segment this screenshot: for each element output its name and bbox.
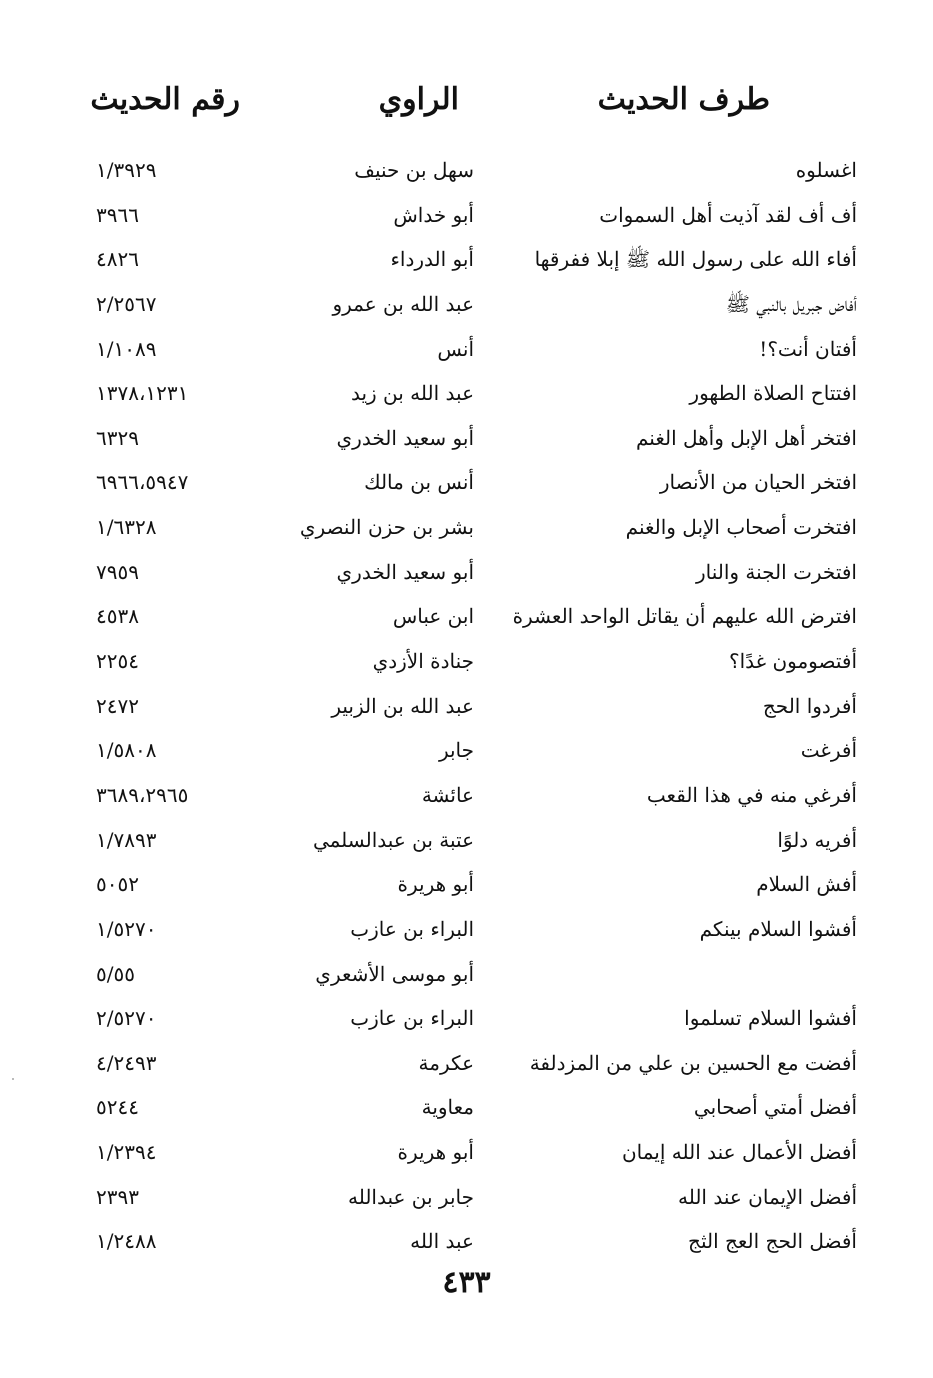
table-row <box>0 418 933 463</box>
table-row <box>0 284 933 329</box>
hadith-text: أفضت مع الحسين بن علي من المزدلفة <box>529 1050 857 1075</box>
narrator-name: البراء بن عازب <box>350 916 474 941</box>
hadith-number: ١/٢٣٩٤ <box>96 1140 157 1165</box>
hadith-number: ١/١٠٨٩ <box>96 336 157 361</box>
hadith-number: ١/٦٣٢٨ <box>96 515 157 540</box>
hadith-number: ٣٦٨٩،٢٩٦٥ <box>96 782 189 807</box>
narrator-name: عبد الله بن عمرو <box>332 291 474 316</box>
narrator-name: أبو سعيد الخدري <box>336 559 474 584</box>
header-hadith: طرف الحديث <box>597 82 770 117</box>
table-row <box>0 239 933 284</box>
hadith-text: افترض الله عليهم أن يقاتل الواحد العشرة <box>512 604 857 629</box>
hadith-number: ١/٥٨٠٨ <box>96 738 157 763</box>
narrator-name: أبو الدرداء <box>390 247 474 272</box>
hadith-number: ١/٧٨٩٣ <box>96 827 157 852</box>
header-hadith-number: رقم الحديث <box>90 82 240 117</box>
hadith-number: ١/٢٤٨٨ <box>96 1229 157 1254</box>
hadith-number: ٣٩٦٦ <box>96 202 139 227</box>
hadith-text: أفريه دلوًا <box>777 827 857 852</box>
hadith-number: ٤/٢٤٩٣ <box>96 1050 157 1075</box>
table-row <box>0 909 933 954</box>
table-row <box>0 373 933 418</box>
hadith-text: افتخر أهل الإبل وأهل الغنم <box>635 425 857 450</box>
hadith-number: ١/٥٢٧٠ <box>96 916 157 941</box>
narrator-name: عبد الله بن زيد <box>350 381 474 406</box>
hadith-text: افتخرت الجنة والنار <box>695 559 857 584</box>
table-row <box>0 552 933 597</box>
narrator-name: البراء بن عازب <box>350 1006 474 1031</box>
hadith-text: اغسلوه <box>795 158 857 182</box>
hadith-text: أفاض جبريل بالنبي ﷺ <box>725 291 857 316</box>
hadith-text: أفشوا السلام تسلموا <box>684 1006 857 1031</box>
narrator-name: عبد الله <box>410 1229 474 1254</box>
table-row <box>0 998 933 1043</box>
table-row <box>0 150 933 195</box>
hadith-number: ٢٤٧٢ <box>96 693 139 718</box>
scan-speck <box>12 1078 14 1080</box>
hadith-number: ٦٣٢٩ <box>96 425 139 450</box>
narrator-name: سهل بن حنيف <box>354 158 474 182</box>
narrator-name: معاوية <box>421 1095 474 1120</box>
table-row <box>0 1043 933 1088</box>
table-row <box>0 1177 933 1222</box>
table-row <box>0 641 933 686</box>
hadith-text: أفضل الأعمال عند الله إيمان <box>621 1140 857 1165</box>
narrator-name: عتبة بن عبدالسلمي <box>312 827 474 852</box>
table-row <box>0 1132 933 1177</box>
hadith-number: ١/٣٩٢٩ <box>96 158 157 182</box>
hadith-text: أفضل الإيمان عند الله <box>677 1184 857 1209</box>
table-row <box>0 596 933 641</box>
hadith-number: ٤٥٣٨ <box>96 604 139 629</box>
hadith-number: ٢/٢٥٦٧ <box>96 291 157 316</box>
table-row <box>0 462 933 507</box>
narrator-name: جنادة الأزدي <box>372 649 474 674</box>
index-table <box>0 150 933 1266</box>
hadith-number: ٢٢٥٤ <box>96 649 139 674</box>
hadith-text: أفاء الله على رسول الله ﷺ إبلا ففرقها <box>534 247 857 272</box>
table-row <box>0 195 933 240</box>
narrator-name: عائشة <box>421 782 474 807</box>
narrator-name: ابن عباس <box>392 604 474 629</box>
hadith-text: أفش السلام <box>756 872 857 897</box>
table-row <box>0 686 933 731</box>
narrator-name: أبو موسى الأشعري <box>315 961 474 986</box>
narrator-name: أنس <box>437 336 474 361</box>
hadith-text: أفرغي منه في هذا القعب <box>646 782 857 807</box>
narrator-name: أبو هريرة <box>397 1140 474 1165</box>
hadith-text: أفرغت <box>800 738 857 763</box>
narrator-name: عكرمة <box>418 1050 474 1075</box>
hadith-text: أفردوا الحج <box>762 693 857 718</box>
hadith-number: ١٣٧٨،١٢٣١ <box>96 381 189 406</box>
hadith-number: ٢/٥٢٧٠ <box>96 1006 157 1031</box>
hadith-number: ٤٨٢٦ <box>96 247 139 272</box>
narrator-name: أبو خداش <box>393 202 474 227</box>
table-row <box>0 954 933 999</box>
table-row <box>0 1087 933 1132</box>
table-row <box>0 730 933 775</box>
narrator-name: أبو هريرة <box>397 872 474 897</box>
hadith-number: ٢٣٩٣ <box>96 1184 139 1209</box>
hadith-text: أفتصومون غدًا؟ <box>728 649 857 674</box>
hadith-text: افتتاح الصلاة الطهور <box>689 381 857 406</box>
page-number: ٤٣٣ <box>442 1265 491 1300</box>
table-row <box>0 775 933 820</box>
hadith-text: أفشوا السلام بينكم <box>699 916 857 941</box>
narrator-name: جابر <box>438 738 474 763</box>
narrator-name: أبو سعيد الخدري <box>336 425 474 450</box>
narrator-name: جابر بن عبدالله <box>347 1184 474 1209</box>
hadith-number: ٧٩٥٩ <box>96 559 139 584</box>
table-row <box>0 329 933 374</box>
hadith-text: أفضل الحج العج الثج <box>688 1229 857 1254</box>
hadith-number: ٥٠٥٢ <box>96 872 139 897</box>
hadith-number: ٥٢٤٤ <box>96 1095 139 1120</box>
narrator-name: أنس بن مالك <box>364 470 474 495</box>
hadith-text: أفضل أمتي أصحابي <box>693 1095 857 1120</box>
hadith-text: افتخر الحيان من الأنصار <box>659 470 857 495</box>
hadith-text: افتخرت أصحاب الإبل والغنم <box>625 515 857 540</box>
hadith-number: ٥/٥٥ <box>96 961 135 986</box>
table-row <box>0 820 933 865</box>
header-narrator: الراوي <box>378 82 459 117</box>
hadith-number: ٦٩٦٦،٥٩٤٧ <box>96 470 189 495</box>
hadith-text: أفتان أنت؟! <box>759 336 857 361</box>
narrator-name: عبد الله بن الزبير <box>331 693 474 718</box>
narrator-name: بشر بن حزن النصري <box>299 515 474 540</box>
table-row <box>0 507 933 552</box>
table-row <box>0 864 933 909</box>
table-row <box>0 1221 933 1266</box>
hadith-text: أف أف لقد آذيت أهل السموات <box>599 202 857 227</box>
